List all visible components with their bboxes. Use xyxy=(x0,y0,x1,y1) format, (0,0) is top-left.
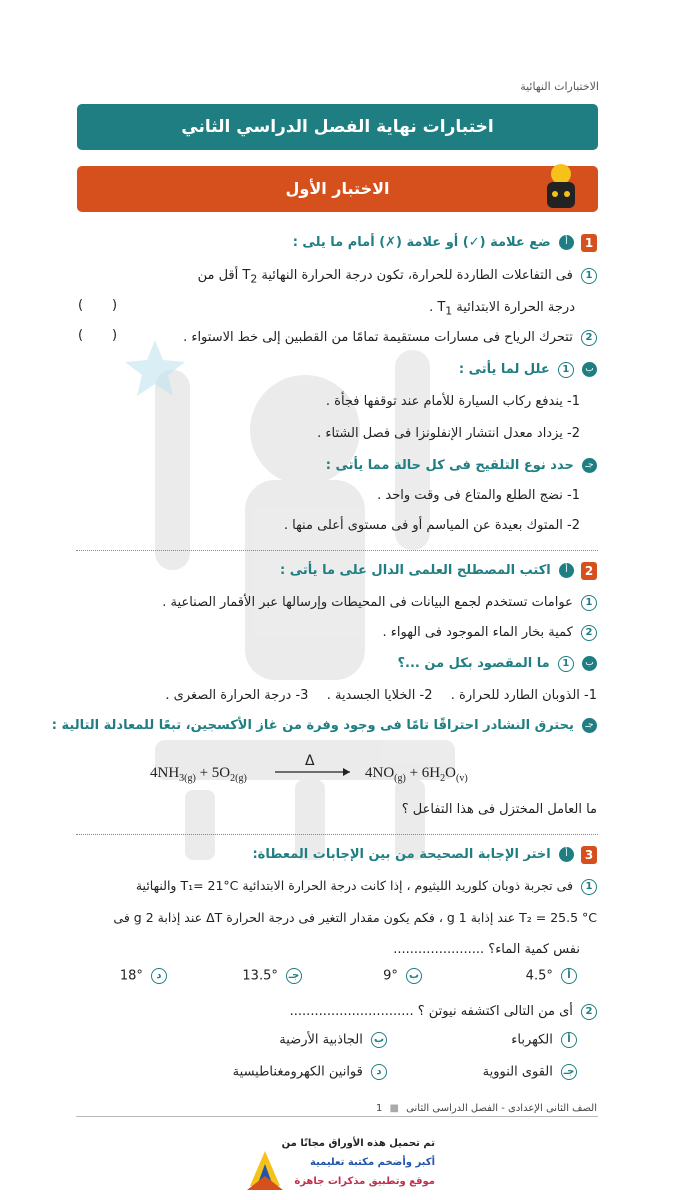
option-d[interactable]: د 18° xyxy=(120,968,167,984)
option-a[interactable]: أ 4.5° xyxy=(526,968,577,984)
q3-item2: 2 أى من التالى اكتشفه نيوتن ؟ .............................. xyxy=(78,1002,597,1022)
running-header: الاختبارات النهائية xyxy=(520,80,599,93)
question-number-1: 1 xyxy=(581,234,597,252)
q1-b-item1: 1- يندفع ركاب السيارة للأمام عند توقفها فجأة . xyxy=(325,394,580,409)
footer-rule xyxy=(76,1116,598,1117)
q3-item1-line3: نفس كمية الماء؟ ...................... xyxy=(393,942,580,957)
q2-a-instruction-row: 2 أ اكتب المصطلح العلمى الدال على ما يأتى : xyxy=(78,561,597,581)
q3-item2-options-row1 xyxy=(78,1032,597,1056)
mascot-icon xyxy=(543,162,579,212)
delta-symbol: Δ xyxy=(305,753,315,769)
section-divider xyxy=(76,834,598,835)
chemical-equation xyxy=(150,752,480,792)
q3-instruction-row: 3 أ اختر الإجابة الصحيحة من بين الإجابات المعطاة: xyxy=(78,845,597,865)
q1-c-item2: 2- المتوك بعيدة عن المياسم أو فى مستوى أعلى منها . xyxy=(283,518,580,533)
q1-a-item1-line2: درجة الحرارة الابتدائية $T_1$ . xyxy=(429,300,575,318)
q2-c-instruction-row: جـ يحترق النشادر احتراقًا تامًا فى وجود وفرة من غاز الأكسجين، تبعًا للمعادلة التالية : xyxy=(78,716,597,736)
svg-text:4NO(g) + 6H2O(v): $4NO_{(g)} + 6H_2O_{(v)}$ xyxy=(365,765,468,784)
option-d[interactable]: د قوانين الكهرومغناطيسية xyxy=(233,1064,387,1080)
main-title-banner: اختبارات نهاية الفصل الدراسي الثاني xyxy=(77,104,598,150)
test-title-banner: الاختبار الأول xyxy=(77,166,598,212)
question-number-2: 2 xyxy=(581,562,597,580)
q2-c-question: ما العامل المختزل فى هذا التفاعل ؟ xyxy=(401,802,597,817)
q1-c-instruction-row: جـ حدد نوع التلقيح فى كل حالة مما يأتى : xyxy=(78,456,597,476)
section-label-b: ب xyxy=(582,362,597,377)
option-a[interactable]: أ الكهرباء xyxy=(511,1032,577,1048)
section-label-c: جـ xyxy=(582,458,597,473)
q1-a-item1: 1 فى التفاعلات الطاردة للحرارة، تكون درجة الحرارة النهائية $T_2$ أقل من xyxy=(78,266,597,290)
q1-a-item2: 2 تتحرك الرياح فى مسارات مستقيمة تمامًا من القطبين إلى خط الاستواء . xyxy=(78,328,597,348)
promo-banner[interactable]: تم تحميل هذه الأوراق مجانًا من أكبر وأضخم مكتبة تعليمية موقع وتطبيق مذكرات جاهزة xyxy=(245,1138,435,1196)
q3-item1-options xyxy=(78,968,597,992)
q1-a-instruction-row xyxy=(78,233,597,253)
option-c[interactable]: جـ القوى النووية xyxy=(483,1064,577,1080)
answer-bracket-1[interactable]: ( ) xyxy=(78,298,118,313)
q1-a-instruction: ضع علامة (✓) أو علامة (✗) أمام ما يلى : xyxy=(292,235,551,250)
option-b[interactable]: ب الجاذبية الأرضية xyxy=(279,1032,387,1048)
q2-a-item2: 2 كمية بخار الماء الموجود فى الهواء . xyxy=(78,623,597,643)
page-footer: الصف الثانى الإعدادى - الفصل الدراسى الثانى ■ 1 xyxy=(375,1103,597,1114)
q1-b-item2: 2- يزداد معدل انتشار الإنفلونزا فى فصل الشتاء . xyxy=(317,426,580,441)
q1-b-instruction-row: ب 1 علل لما يأتى : xyxy=(78,360,597,380)
answer-bracket-2[interactable]: ( ) xyxy=(78,328,118,343)
q1-c-item1: 1- نضج الطلع والمتاع فى وقت واحد . xyxy=(377,488,580,503)
page-number: 1 xyxy=(375,1103,383,1114)
q2-b-options: 1- الذوبان الطارد للحرارة . 2- الخلايا الجسدية . 3- درجة الحرارة الصغرى . xyxy=(165,688,597,703)
question-number-3: 3 xyxy=(581,846,597,864)
section-label-a: أ xyxy=(559,235,574,250)
q2-a-item1: 1 عوامات تستخدم لجمع البيانات فى المحيطات وإرسالها عبر الأقمار الصناعية . xyxy=(78,593,597,613)
option-c[interactable]: جـ 13.5° xyxy=(242,968,302,984)
q3-item2-options-row2 xyxy=(78,1064,597,1088)
svg-text:4NH3(g) + 5O2(g): $4NH_{3(g)} + 5O_{2(g)}$ xyxy=(150,765,247,784)
q3-item1-line1: 1 فى تجربة ذوبان كلوريد الليثيوم ، إذا كانت درجة الحرارة الابتدائية T₁= 21°C والنهائية xyxy=(78,876,597,896)
q3-item1-line2: T₂ = 25.5 °C عند إذابة g 1 ، فكم يكون مقدار التغير فى درجة الحرارة ΔT عند إذابة g 2 فى xyxy=(113,910,597,925)
section-divider xyxy=(76,550,598,551)
book-logo-icon xyxy=(245,1146,285,1191)
q2-b-instruction-row: ب 1 ما المقصود بكل من ...؟ xyxy=(78,654,597,674)
option-b[interactable]: ب 9° xyxy=(383,968,422,984)
